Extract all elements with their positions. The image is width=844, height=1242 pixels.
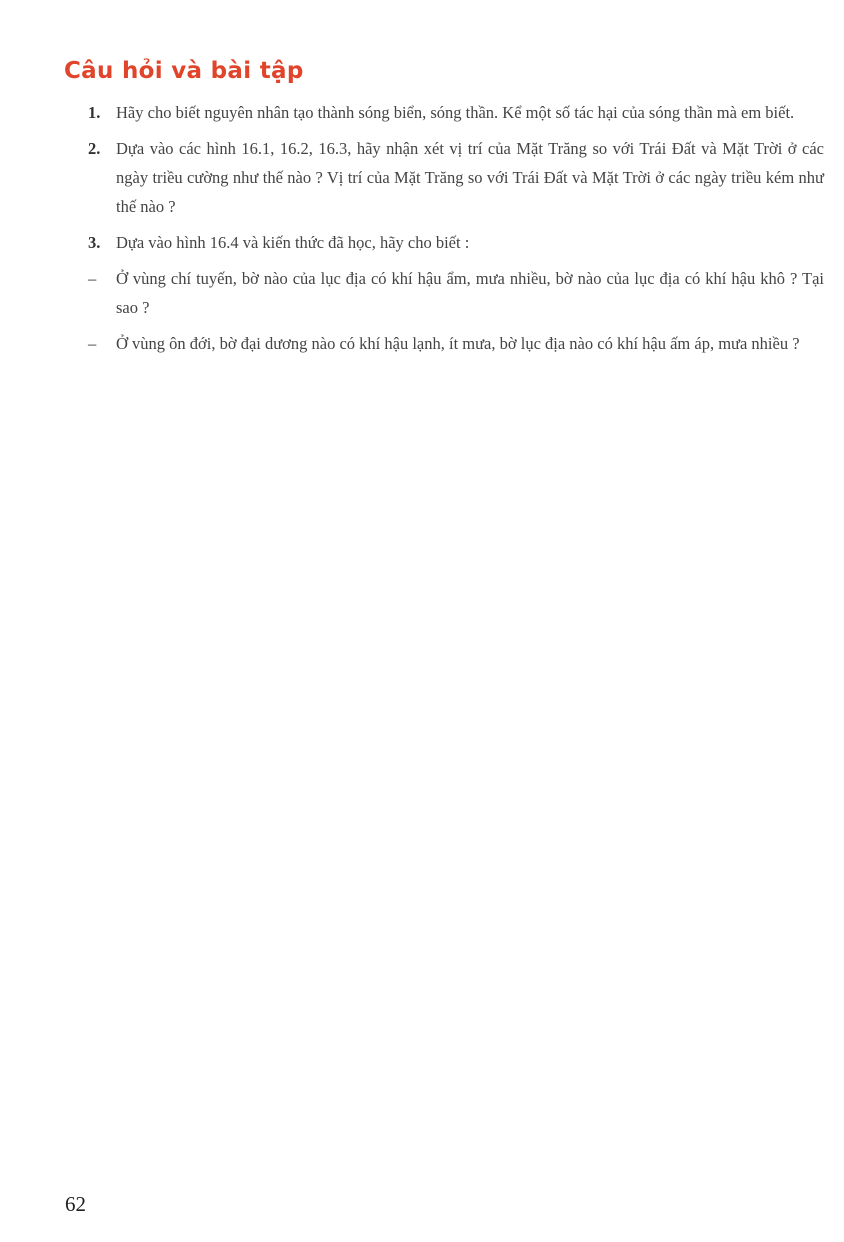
question-number: 3.	[88, 233, 101, 252]
question-text: Dựa vào hình 16.4 và kiến thức đã học, hãy cho biết :	[116, 233, 470, 252]
question-item	[88, 98, 824, 127]
question-number: 2.	[88, 139, 101, 158]
sub-item	[88, 264, 824, 322]
section-title: Câu hỏi và bài tập	[64, 58, 304, 84]
sub-item-text: Ở vùng ôn đới, bờ đại dương nào có khí hậu lạnh, ít mưa, bờ lục địa nào có khí hậu ấm áp, mưa nhiều ?	[116, 334, 800, 353]
sub-item-marker: –	[88, 269, 97, 288]
exercise-list	[88, 98, 824, 365]
sub-item	[88, 329, 824, 358]
question-item	[88, 134, 824, 221]
sub-item-text: Ở vùng chí tuyến, bờ nào của lục địa có khí hậu ẩm, mưa nhiều, bờ nào của lục địa có khí hậu khô ? Tại sao ?	[116, 269, 824, 317]
question-item	[88, 228, 824, 257]
sub-item-marker: –	[88, 334, 97, 353]
question-text: Dựa vào các hình 16.1, 16.2, 16.3, hãy nhận xét vị trí của Mặt Trăng so với Trái Đất và Mặt Trời ở các ngày triều cường như thế nào ? Vị trí của Mặt Trăng so với Trái Đất và Mặt Trời ở các ngày triều kém như thế nào ?	[116, 139, 824, 216]
question-text: Hãy cho biết nguyên nhân tạo thành sóng biển, sóng thần. Kể một số tác hại của sóng thần mà em biết.	[116, 103, 795, 122]
page-number: 62	[65, 1192, 86, 1216]
question-number: 1.	[88, 103, 101, 122]
